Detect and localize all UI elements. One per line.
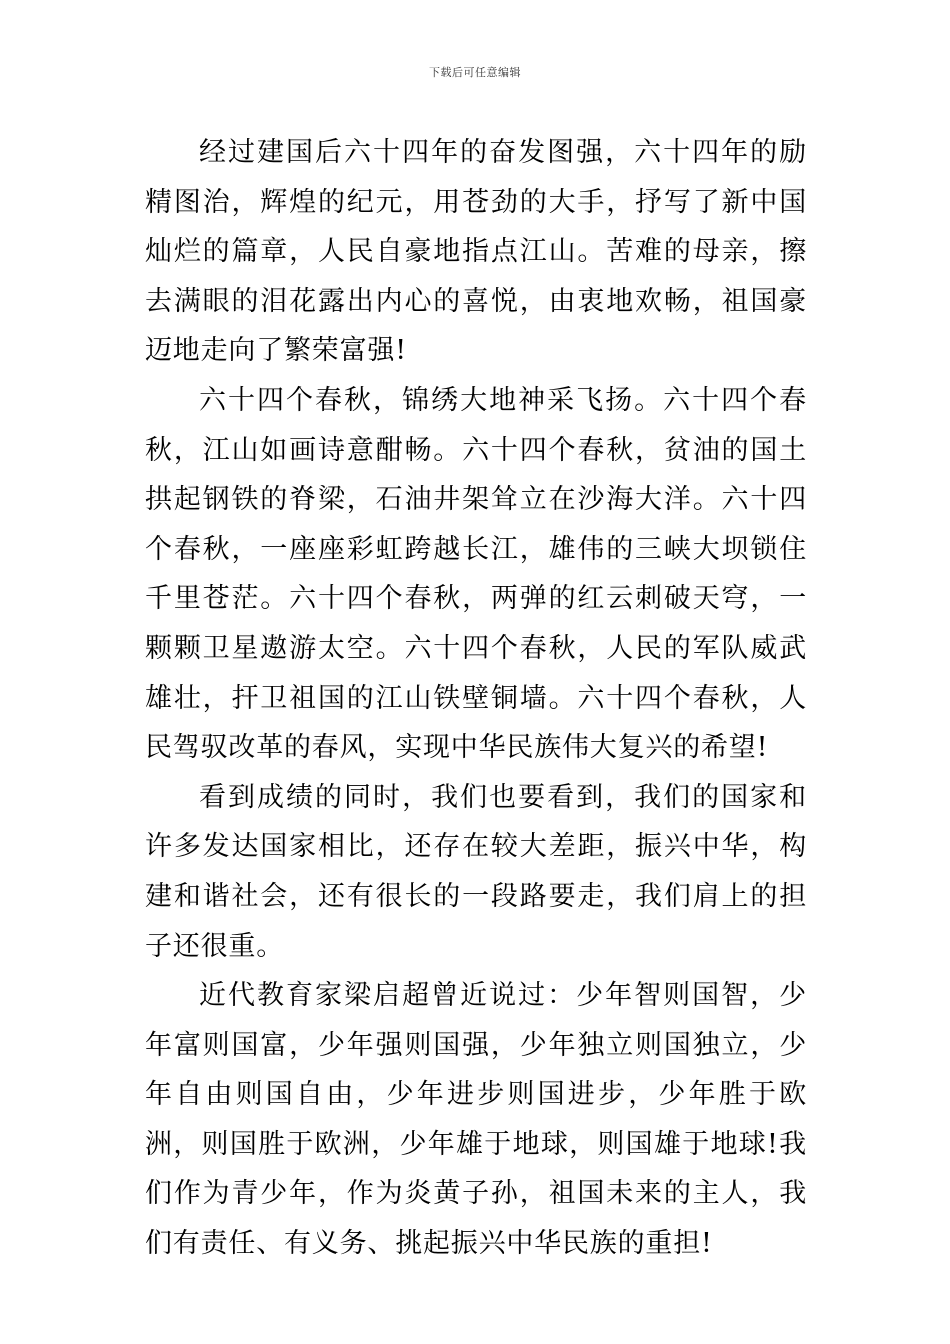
paragraph: 经过建国后六十四年的奋发图强，六十四年的励精图治，辉煌的纪元，用苍劲的大手，抒写了新中国灿烂的篇章，人民自豪地指点江山。苦难的母亲，擦去满眼的泪花露出内心的喜悦，由衷地欢畅，祖国豪迈地走向了繁荣富强!: [145, 137, 807, 367]
paragraph: 近代教育家梁启超曾近说过：少年智则国智，少年富则国富，少年强则国强，少年独立则国独立，少年自由则国自由，少年进步则国进步，少年胜于欧洲，则国胜于欧洲，少年雄于地球，则国雄于地球!我们作为青少年，作为炎黄子孙，祖国未来的主人，我们有责任、有义务、挑起振兴中华民族的重担!: [145, 980, 807, 1260]
header-note: 下载后可任意编辑: [429, 66, 521, 79]
paragraph: 看到成绩的同时，我们也要看到，我们的国家和许多发达国家相比，还存在较大差距，振兴中华，构建和谐社会，还有很长的一段路要走，我们肩上的担子还很重。: [145, 781, 807, 962]
document-body: [145, 128, 807, 1269]
paragraph: 六十四个春秋，锦绣大地神采飞扬。六十四个春秋，江山如画诗意酣畅。六十四个春秋，贫油的国土拱起钢铁的脊梁，石油井架耸立在沙海大洋。六十四个春秋，一座座彩虹跨越长江，雄伟的三峡大坝锁住千里苍茫。六十四个春秋，两弹的红云刺破天穹，一颗颗卫星遨游太空。六十四个春秋，人民的军队威武雄壮，扞卫祖国的江山铁壁铜墙。六十四个春秋，人民驾驭改革的春风，实现中华民族伟大复兴的希望!: [145, 384, 807, 764]
